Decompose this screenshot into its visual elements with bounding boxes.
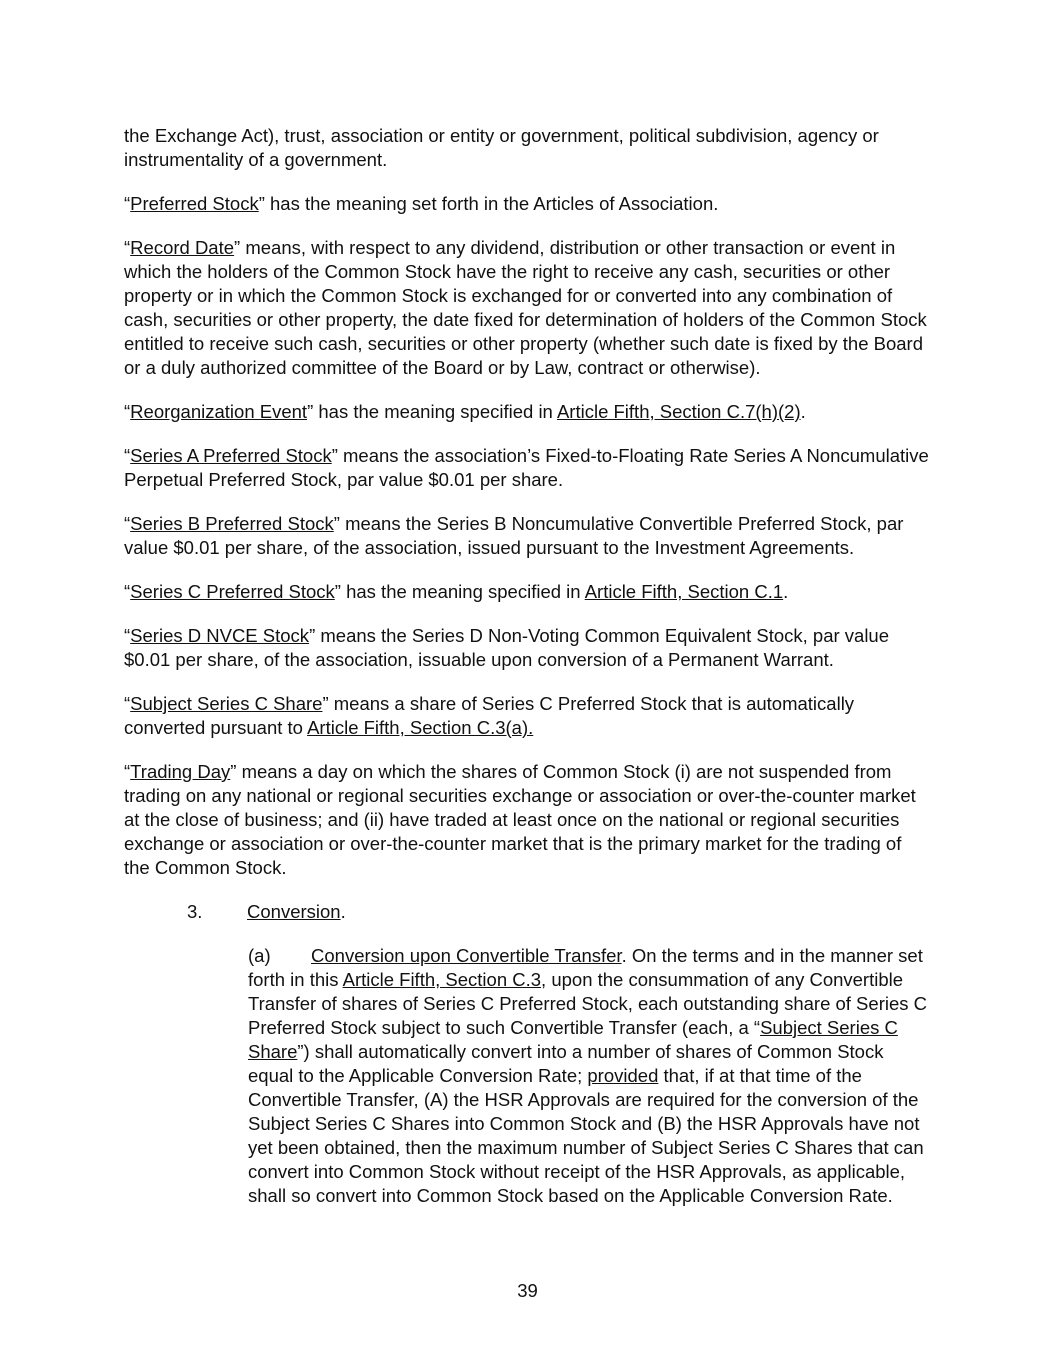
- defined-term: Series D NVCE Stock: [130, 625, 310, 646]
- definition-preferred-stock: “Preferred Stock” has the meaning set forth in the Articles of Association.: [124, 193, 719, 214]
- section-title: Conversion: [247, 901, 341, 922]
- defined-term: Series B Preferred Stock: [130, 513, 334, 534]
- definition-record-date: “Record Date” means, with respect to any dividend, distribution or other transaction or event in which the holders of the Common Stock have the right to receive any cash, securities or other property or in which the Common Stock is exchanged for or converted into any combination of cash, securities or other property, the date fixed for determination of holders of the Common Stock entitled to receive such cash, securities or other property (whether such date is fixed by the Board or a duly authorized committee of the Board or by Law, contract or otherwise).: [124, 237, 927, 378]
- page-number: 39: [517, 1280, 538, 1301]
- cross-reference: Article Fifth, Section C.3(a).: [307, 717, 534, 738]
- cross-reference: Article Fifth, Section C.7(h)(2): [556, 401, 801, 422]
- section-number: 3.: [187, 901, 203, 922]
- cross-reference: Article Fifth, Section C.3: [342, 969, 542, 990]
- definition-series-b-preferred-stock: “Series B Preferred Stock” means the Series B Noncumulative Convertible Preferred Stock, par value $0.01 per share, of the association, issued pursuant to the Investment Agreements.: [124, 513, 904, 558]
- defined-term: Subject Series C Share: [130, 693, 323, 714]
- proviso-term: provided: [587, 1065, 659, 1086]
- cross-reference: Article Fifth, Section C.1: [584, 581, 784, 602]
- definition-series-c-preferred-stock: “Series C Preferred Stock” has the meaning specified in Article Fifth, Section C.1.: [124, 581, 789, 602]
- subsection-label: (a): [248, 945, 271, 966]
- defined-term: Record Date: [130, 237, 235, 258]
- document-page: [124, 124, 932, 1228]
- subsection-a: (a) Conversion upon Convertible Transfer. On the terms and in the manner set forth in this Article Fifth, Section C.3, upon the consummation of any Convertible Transfer of shares of Series C Preferred Stock, each outstanding share of Series C Preferred Stock subject to such Convertible Transfer (each, a “Subject Series C Share”) shall automatically convert into a number of shares of Common Stock equal to the Applicable Conversion Rate; provided that, if at that time of the Convertible Transfer, (A) the HSR Approvals are required for the conversion of the Subject Series C Shares into Common Stock and (B) the HSR Approvals have not yet been obtained, then the maximum number of Subject Series C Shares that can convert into Common Stock without receipt of the HSR Approvals, as applicable, shall so convert into Common Stock based on the Applicable Conversion Rate.: [248, 945, 927, 1206]
- intro-paragraph: the Exchange Act), trust, association or entity or government, political subdivision, agency or instrumentality of a government.: [124, 125, 879, 170]
- defined-term: Series C Preferred Stock: [130, 581, 335, 602]
- definition-series-a-preferred-stock: “Series A Preferred Stock” means the association’s Fixed-to-Floating Rate Series A Noncumulative Perpetual Preferred Stock, par value $0.01 per share.: [124, 445, 929, 490]
- definition-reorganization-event: “Reorganization Event” has the meaning specified in Article Fifth, Section C.7(h)(2).: [124, 401, 806, 422]
- section-heading: 3. Conversion.: [124, 900, 932, 924]
- defined-term: Preferred Stock: [130, 193, 259, 214]
- definition-subject-series-c-share: “Subject Series C Share” means a share of Series C Preferred Stock that is automatically converted pursuant to Article Fifth, Section C.3(a).: [124, 693, 855, 738]
- defined-term: Trading Day: [130, 761, 231, 782]
- defined-term: Reorganization Event: [130, 401, 308, 422]
- defined-term: Series A Preferred Stock: [130, 445, 332, 466]
- definition-series-d-nvce-stock: “Series D NVCE Stock” means the Series D Non-Voting Common Equivalent Stock, par value $0.01 per share, of the association, issuable upon conversion of a Permanent Warrant.: [124, 625, 890, 670]
- defined-term: Subject Series C Share: [248, 1017, 898, 1062]
- subsection-title: Conversion upon Convertible Transfer: [311, 945, 622, 966]
- definition-trading-day: “Trading Day” means a day on which the shares of Common Stock (i) are not suspended from trading on any national or regional securities exchange or association or over-the-counter market at the close of business; and (ii) have traded at least once on the national or regional securities exchange or association or over-the-counter market that is the primary market for the trading of the Common Stock.: [124, 761, 916, 878]
